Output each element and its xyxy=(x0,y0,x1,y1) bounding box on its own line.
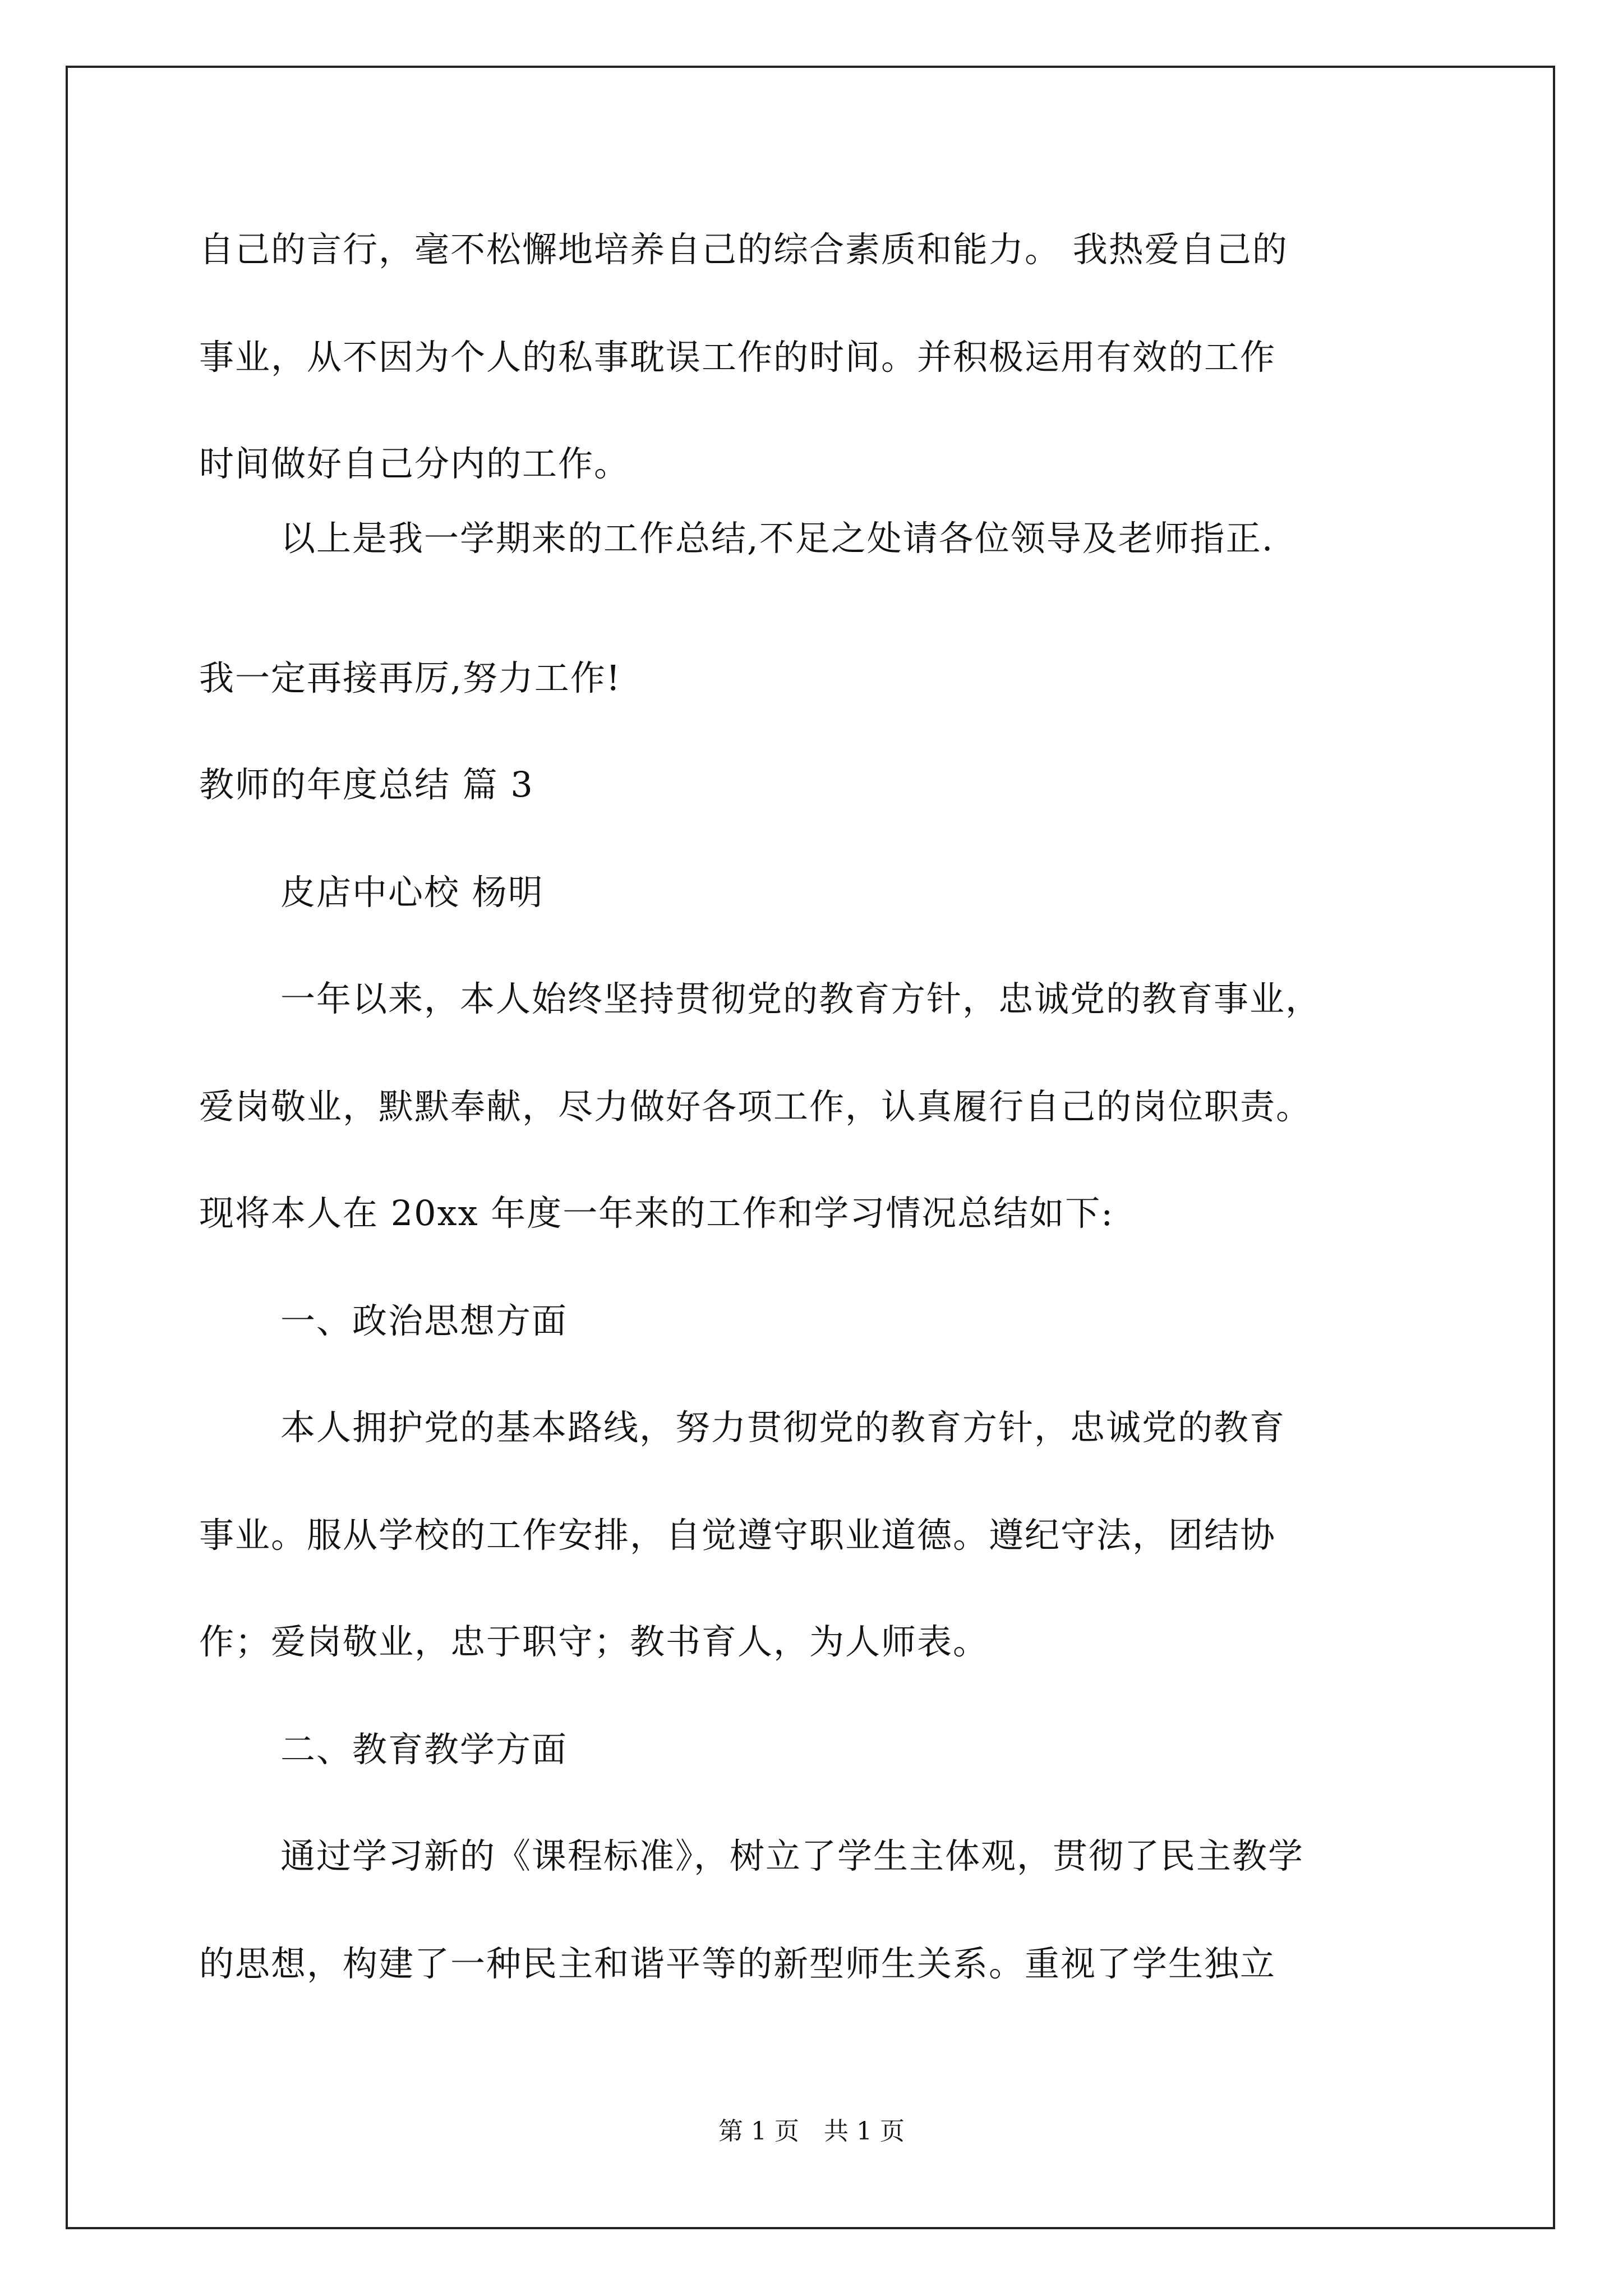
text-line: 事业。服从学校的工作安排，自觉遵守职业道德。遵纪守法，团结协 xyxy=(199,1515,1276,1556)
section-heading: 教师的年度总结 篇 3 xyxy=(199,764,534,805)
text-line: 以上是我一学期来的工作总结,不足之处请各位领导及老师指正. xyxy=(280,518,1274,559)
text-line: 通过学习新的《课程标准》，树立了学生主体观，贯彻了民主教学 xyxy=(280,1835,1304,1876)
text-line: 的思想，构建了一种民主和谐平等的新型师生关系。重视了学生独立 xyxy=(199,1943,1276,1984)
subsection-heading: 二、教育教学方面 xyxy=(280,1729,568,1770)
text-line: 作；爱岗敬业，忠于职守；教书育人，为人师表。 xyxy=(199,1621,989,1662)
text-line: 时间做好自己分内的工作。 xyxy=(199,443,630,484)
author-line: 皮店中心校 杨明 xyxy=(280,872,544,913)
text-line: 我一定再接再厉,努力工作! xyxy=(199,657,621,698)
text-line: 本人拥护党的基本路线，努力贯彻党的教育方针，忠诚党的教育 xyxy=(280,1407,1286,1448)
text-line: 自己的言行，毫不松懈地培养自己的综合素质和能力。 我热爱自己的 xyxy=(199,229,1288,270)
text-line: 一年以来，本人始终坚持贯彻党的教育方针，忠诚党的教育事业， xyxy=(280,978,1322,1019)
subsection-heading: 一、政治思想方面 xyxy=(280,1300,568,1341)
text-line: 爱岗敬业，默默奉献，尽力做好各项工作，认真履行自己的岗位职责。 xyxy=(199,1086,1312,1127)
text-line: 事业，从不因为个人的私事耽误工作的时间。并积极运用有效的工作 xyxy=(199,337,1276,378)
page-footer: 第 1 页 共 1 页 xyxy=(718,2117,905,2146)
text-line: 现将本人在 20xx 年度一年来的工作和学习情况总结如下: xyxy=(199,1193,1114,1234)
page-border xyxy=(66,66,1555,2229)
